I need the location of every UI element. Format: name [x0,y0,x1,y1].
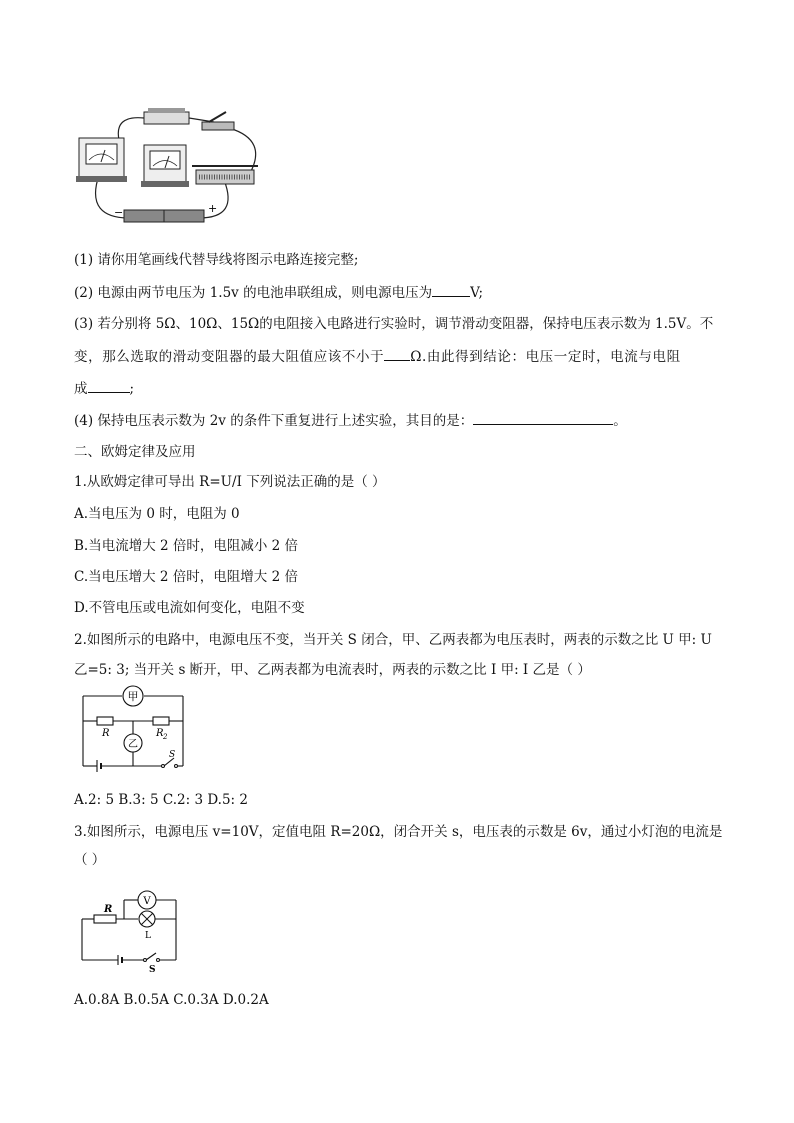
item-3-text-b: Ω.由此得到结论：电压一定时，电流与电阻 [410,349,681,365]
answer-blank-voltage[interactable] [432,282,470,297]
item-2-text: (2) 电源由两节电压为 1.5v 的电池串联组成，则电源电压为 [74,285,433,301]
switch-s-label: S [149,965,156,972]
switch-s-label: S [169,750,176,760]
q1-option-c[interactable]: C.当电压增大 2 倍时，电阻增大 2 倍 [74,569,298,585]
item-3-text-c: 成 [74,381,88,397]
resistor-r-label: R [104,904,113,915]
apparatus-figure [74,100,264,230]
question-item-2 [74,282,483,303]
resistor-r2-subscript: 2 [163,733,168,741]
item-4-end: 。 [613,413,627,429]
q3-circuit-drawing [80,882,188,972]
battery-minus-label: − [114,206,124,219]
item-3-text-d: ; [129,381,135,397]
question-item-3-line3 [74,378,134,399]
item-4-text: (4) 保持电压表示数为 2v 的条件下重复进行上述实验，其目的是： [74,413,474,429]
meter-jia-label: 甲 [127,690,139,703]
answer-blank-relation[interactable] [88,378,130,393]
q1-stem: 1.从欧姆定律可导出 R=U/I 下列说法正确的是（ ） [74,474,386,490]
q2-circuit-drawing [80,682,190,774]
q3-options[interactable]: A.0.8A B.0.5A C.0.3A D.0.2A [74,992,269,1008]
q3-stem-line2: （ ） [74,852,106,868]
question-item-3-line2 [74,346,681,367]
question-item-3-line1: (3) 若分别将 5Ω、10Ω、15Ω的电阻接入电路进行实验时，调节滑动变阻器，保持电压表示数为 1.5V。不 [74,316,714,332]
q2-options[interactable]: A.2: 5 B.3: 5 C.2: 3 D.5: 2 [74,792,248,808]
section-title: 二、欧姆定律及应用 [74,444,196,460]
resistor-r2-label: R [156,728,164,739]
q3-circuit-figure [80,882,188,972]
item-2-unit: V; [470,285,484,301]
meter-yi-label: 乙 [128,739,138,750]
battery-plus-label: + [208,202,218,215]
question-item-1: (1) 请你用笔画线代替导线将图示电路连接完整; [74,252,359,268]
q1-option-b[interactable]: B.当电流增大 2 倍时，电阻减小 2 倍 [74,538,299,554]
question-item-4 [74,410,627,431]
q2-stem-line1: 2.如图所示的电路中，电源电压不变，当开关 S 闭合，甲、乙两表都为电压表时，两表的示数之比 U 甲: U [74,632,712,648]
item-3-text-a: 变，那么选取的滑动变阻器的最大阻值应该不小于 [74,349,385,365]
answer-blank-purpose[interactable] [473,410,613,425]
q2-circuit-figure [80,682,190,774]
q3-stem-line1: 3.如图所示，电源电压 v=10V，定值电阻 R=20Ω，闭合开关 s，电压表的示数是 6v，通过小灯泡的电流是 [74,824,723,840]
q2-stem-line2: 乙=5: 3; 当开关 s 断开，甲、乙两表都为电流表时，两表的示数之比 I 甲: I 乙是（ ） [74,662,591,678]
lamp-l-label: L [145,931,151,941]
apparatus-drawing [74,100,264,230]
voltmeter-v-label: V [143,896,151,907]
q1-option-d[interactable]: D.不管电压或电流如何变化，电阻不变 [74,600,305,616]
q1-option-a[interactable]: A.当电压为 0 时，电阻为 0 [74,506,240,522]
answer-blank-resistance[interactable] [384,346,410,361]
resistor-r1-label: R [102,728,110,739]
